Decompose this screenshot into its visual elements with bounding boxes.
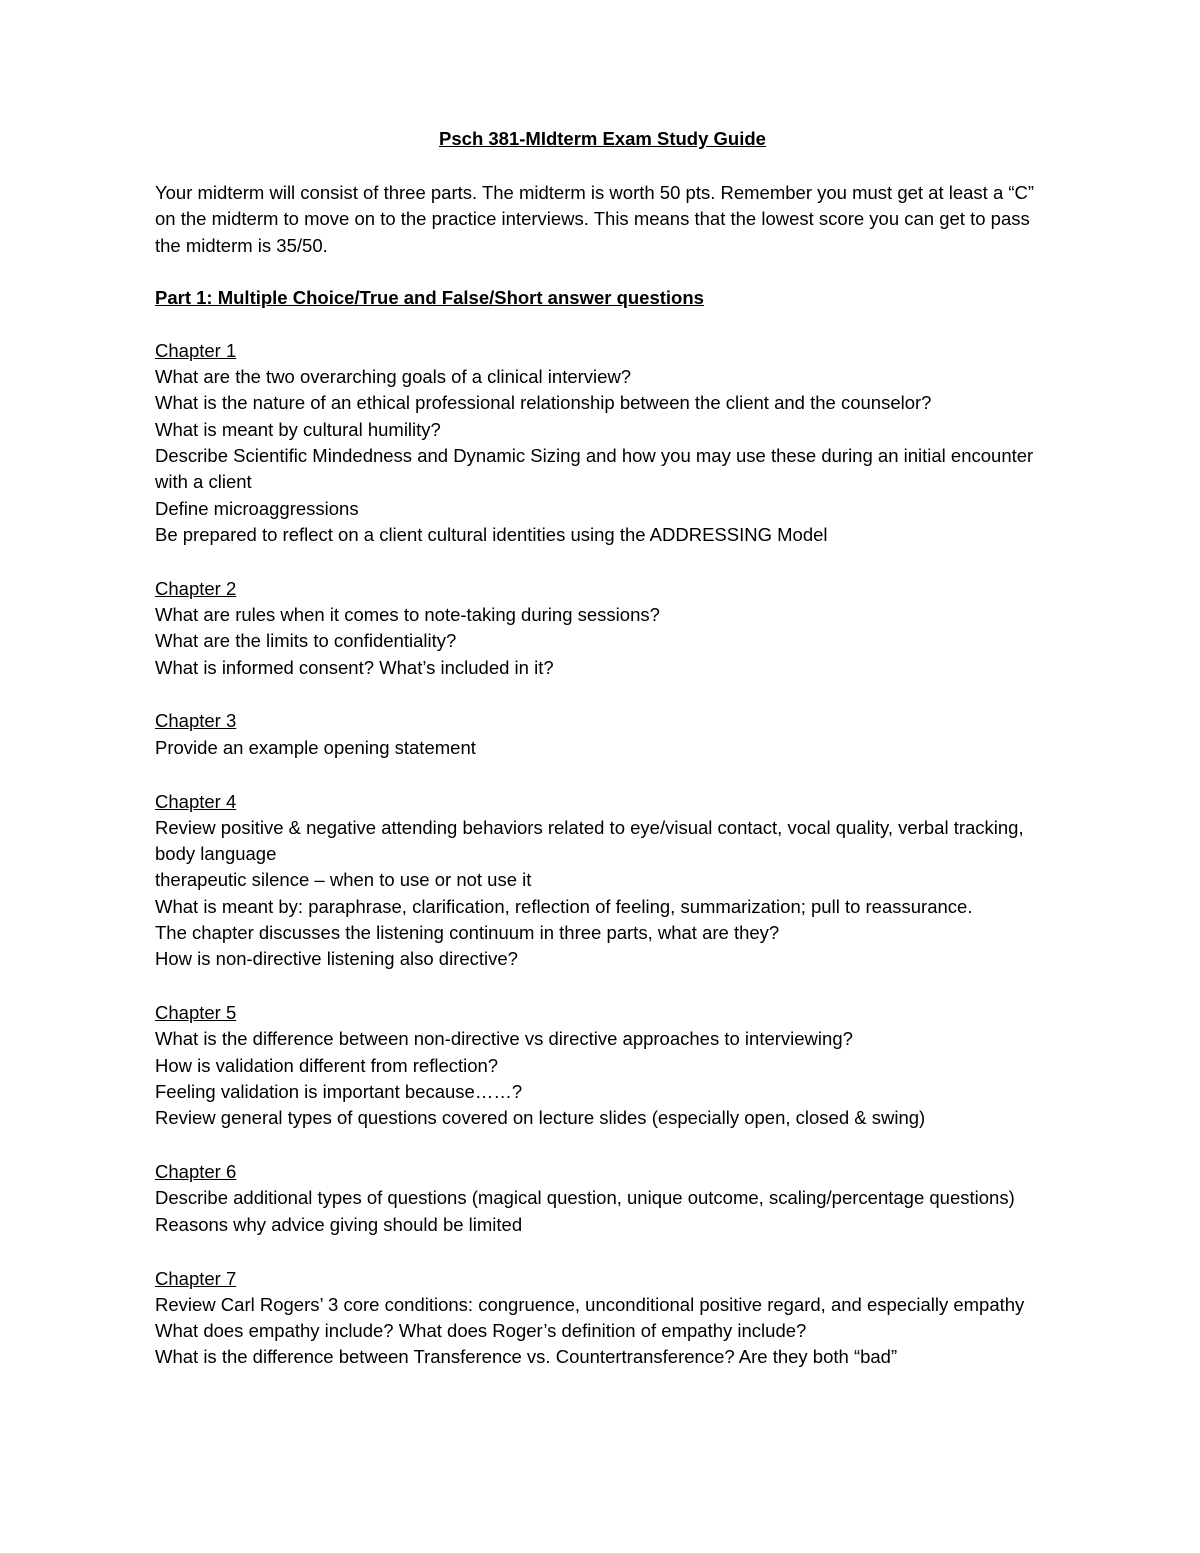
question-item: How is non-directive listening also directive?: [155, 948, 518, 970]
question-item: What are rules when it comes to note-taking during sessions?: [155, 604, 660, 626]
question-list: [155, 1026, 1055, 1131]
chapter-title: Chapter 7: [155, 1267, 237, 1289]
question-item: What is meant by cultural humility?: [155, 418, 441, 440]
question-list: [155, 815, 1055, 973]
question-item: What is the difference between non-directive vs directive approaches to interviewing?: [155, 1028, 853, 1050]
question-item: therapeutic silence – when to use or not use it: [155, 869, 532, 891]
question-list: [155, 735, 1055, 761]
question-item: Provide an example opening statement: [155, 736, 476, 758]
question-item: Describe Scientific Mindedness and Dynamic Sizing and how you may use these during an initial encounter with a client: [155, 445, 1034, 493]
question-list: [155, 1292, 1055, 1371]
question-list: [155, 602, 1055, 681]
chapter-section: [155, 1000, 1055, 1131]
chapter-section: [155, 708, 1055, 761]
question-item: Reasons why advice giving should be limited: [155, 1213, 523, 1235]
part-1-heading: Part 1: Multiple Choice/True and False/Short answer questions: [155, 286, 704, 308]
chapter-section: [155, 1159, 1055, 1238]
question-item: Review positive & negative attending behaviors related to eye/visual contact, vocal quality, verbal tracking, body language: [155, 816, 1024, 865]
question-item: What is meant by: paraphrase, clarification, reflection of feeling, summarization; pull to reassurance.: [155, 895, 973, 917]
question-item: What are the limits to confidentiality?: [155, 630, 457, 652]
chapter-section: [155, 338, 1055, 548]
chapter-title: Chapter 3: [155, 710, 237, 732]
intro-paragraph: Your midterm will consist of three parts. The midterm is worth 50 pts. Remember you must get at least a “C” on the midterm to move on to the practice interviews. This means that the lowest score you can get to pass the midterm is 35/50.: [155, 182, 1035, 256]
question-item: Describe additional types of questions (magical question, unique outcome, scaling/percentage questions): [155, 1187, 1015, 1209]
question-list: [155, 364, 1055, 548]
question-item: What are the two overarching goals of a clinical interview?: [155, 366, 632, 388]
question-item: What is the nature of an ethical professional relationship between the client and the counselor?: [155, 392, 932, 414]
question-item: What does empathy include? What does Roger’s definition of empathy include?: [155, 1320, 807, 1342]
chapter-title: Chapter 5: [155, 1002, 237, 1024]
chapter-section: [155, 789, 1055, 973]
chapter-title: Chapter 2: [155, 577, 237, 599]
question-list: [155, 1185, 1055, 1238]
question-item: Review general types of questions covered on lecture slides (especially open, closed & swing): [155, 1107, 926, 1129]
question-item: How is validation different from reflection?: [155, 1054, 499, 1076]
document-title: Psch 381-MIdterm Exam Study Guide: [439, 128, 766, 149]
document-page: [155, 126, 1055, 1398]
chapter-title: Chapter 6: [155, 1161, 237, 1183]
question-item: Be prepared to reflect on a client cultural identities using the ADDRESSING Model: [155, 523, 828, 545]
chapter-section: [155, 576, 1055, 681]
question-item: What is informed consent? What’s included in it?: [155, 656, 554, 678]
question-item: What is the difference between Transference vs. Countertransference? Are they both “bad”: [155, 1346, 898, 1368]
question-item: Review Carl Rogers’ 3 core conditions: congruence, unconditional positive regard, and especially empathy: [155, 1293, 1025, 1315]
chapter-title: Chapter 1: [155, 339, 237, 361]
chapter-section: [155, 1266, 1055, 1371]
question-item: The chapter discusses the listening continuum in three parts, what are they?: [155, 922, 780, 944]
question-item: Define microaggressions: [155, 497, 359, 519]
question-item: Feeling validation is important because……?: [155, 1081, 523, 1103]
chapter-list: [155, 338, 1055, 1371]
chapter-title: Chapter 4: [155, 790, 237, 812]
